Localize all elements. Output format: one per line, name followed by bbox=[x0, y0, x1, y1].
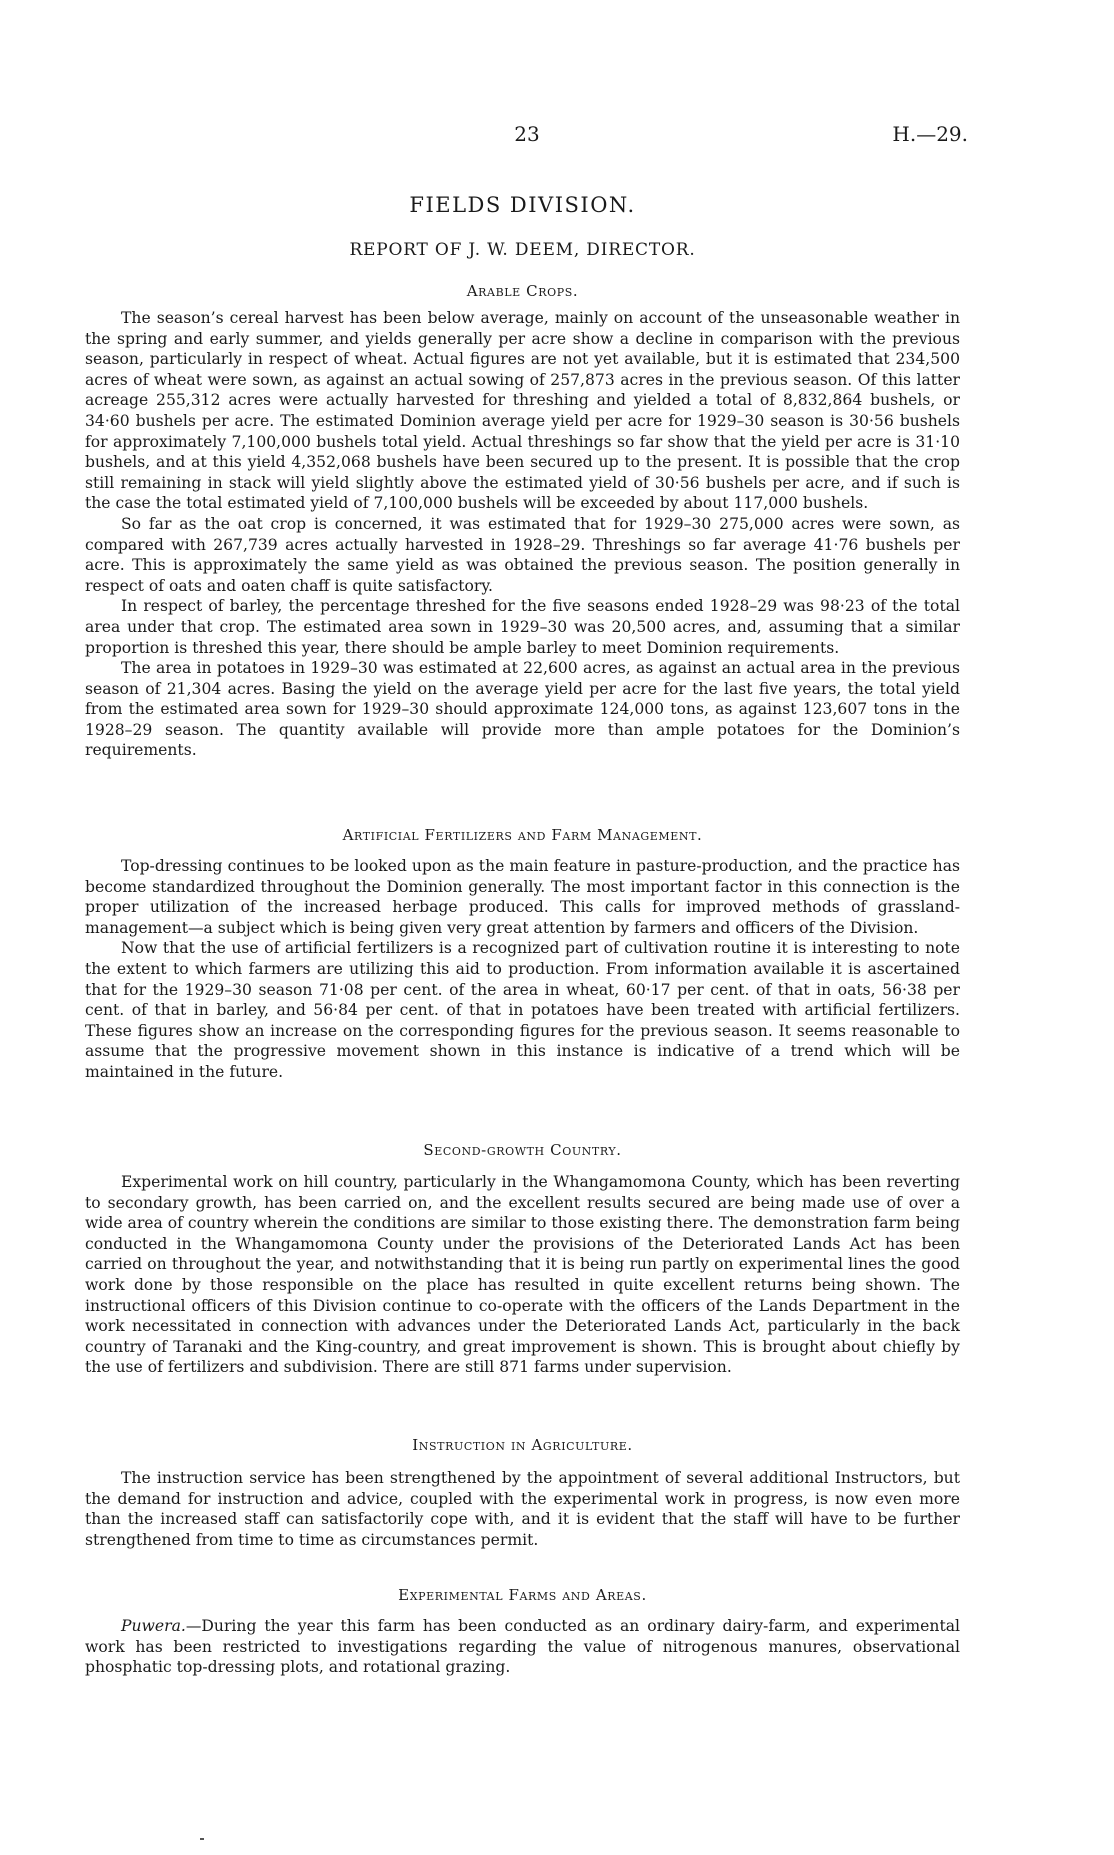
paragraph: The season’s cereal harvest has been below average, mainly on account of the unseasonable weather in the spring and early summer, and yields generally per acre show a decline in comparison with the previous season, particularly in respect of wheat. Actual figures are not yet available, but it is estimated that 234,500 acres of wheat were sown, as against an actual sowing of 257,873 acres in the previous season. Of this latter acreage 255,312 acres were actually harvested for threshing and yielded a total of 8,832,864 bushels, or 34·60 bushels per acre. The estimated Dominion average yield per acre for 1929–30 season is 30·56 bushels for approximately 7,100,000 bushels total yield. Actual threshings so far show that the yield per acre is 31·10 bushels, and at this yield 4,352,068 bushels have been secured up to the present. It is possible that the crop still remaining in stack will yield slightly above the estimated yield of 30·56 bushels per acre, and if such is the case the total estimated yield of 7,100,000 bushels will be exceeded by about 117,000 bushels. bbox=[85, 309, 960, 513]
section-heading-instruction-in-agriculture: Instruction in Agriculture. bbox=[412, 1436, 633, 1454]
section-heading-artificial-fertilizers: Artificial Fertilizers and Farm Management. bbox=[342, 826, 703, 844]
section-heading-experimental-farms: Experimental Farms and Areas. bbox=[398, 1586, 647, 1604]
section-heading-arable-crops: Arable Crops. bbox=[466, 282, 579, 300]
paragraph: In respect of barley, the percentage threshed for the five seasons ended 1928–29 was 98·23 of the total area under that crop. The estimated area sown in 1929–30 was 20,500 acres, and, assuming that a similar proportion is threshed this year, there should be ample barley to meet Dominion requirements. bbox=[85, 597, 960, 657]
section-body-second-growth-country bbox=[85, 1172, 960, 1378]
paragraph bbox=[85, 1616, 960, 1678]
section-body-arable-crops bbox=[85, 308, 960, 761]
paragraph: The area in potatoes in 1929–30 was estimated at 22,600 acres, as against an actual area in the previous season of 21,304 acres. Basing the yield on the average yield per acre for the last five years, the total yield from the estimated area sown for 1929–30 should approximate 124,000 tons, as against 123,607 tons in the 1928–29 season. The quantity available will provide more than ample potatoes for the Dominion’s requirements. bbox=[85, 659, 960, 760]
division-title: FIELDS DIVISION. bbox=[409, 193, 636, 217]
page-mark bbox=[200, 1838, 204, 1840]
document-reference: H.—29. bbox=[892, 122, 968, 146]
page-number: 23 bbox=[514, 122, 540, 146]
report-title: REPORT OF J. W. DEEM, DIRECTOR. bbox=[349, 240, 696, 260]
farm-name-puwera: Puwera. bbox=[121, 1617, 186, 1635]
paragraph: Top-dressing continues to be looked upon as the main feature in pasture-production, and the practice has become standardized throughout the Dominion generally. The most important factor in this connection is the proper utilization of the increased herbage produced. This calls for improved methods of grassland-management—a subject which is being given very great attention by farmers and officers of the Division. bbox=[85, 857, 960, 937]
paragraph: Now that the use of artificial fertilizers is a recognized part of cultivation routine it is interesting to note the extent to which farmers are utilizing this aid to production. From information available it is ascertained that for the 1929–30 season 71·08 per cent. of the area in wheat, 60·17 per cent. of that in oats, 56·38 per cent. of that in barley, and 56·84 per cent. of that in potatoes have been treated with artificial fertilizers. These figures show an increase on the corresponding figures for the previous season. It seems reasonable to assume that the progressive movement shown in this instance is indicative of a trend which will be maintained in the future. bbox=[85, 939, 960, 1081]
section-body-artificial-fertilizers bbox=[85, 856, 960, 1083]
paragraph-text: —During the year this farm has been conducted as an ordinary dairy-farm, and experimental work has been restricted to investigations regarding the value of nitrogenous manures, observational phosphatic top-dressing plots, and rotational grazing. bbox=[85, 1617, 960, 1677]
section-body-experimental-farms bbox=[85, 1616, 960, 1678]
paragraph: Experimental work on hill country, particularly in the Whangamomona County, which has been reverting to secondary growth, has been carried on, and the excellent results secured are being made use of over a wide area of country wherein the conditions are similar to those existing there. The demonstration farm being conducted in the Whangamomona County under the provisions of the Deteriorated Lands Act has been carried on throughout the year, and notwithstanding that it is being run partly on experimental lines the good work done by those responsible on the place has resulted in quite excellent returns being shown. The instructional officers of this Division continue to co-operate with the officers of the Lands Department in the work necessitated in connection with advances under the Deteriorated Lands Act, particularly in the back country of Taranaki and the King-country, and great improvement is shown. This is brought about chiefly by the use of fertilizers and subdivision. There are still 871 farms under supervision. bbox=[85, 1173, 960, 1377]
section-heading-second-growth-country: Second-growth Country. bbox=[423, 1141, 622, 1159]
paragraph: So far as the oat crop is concerned, it was estimated that for 1929–30 275,000 acres were sown, as compared with 267,739 acres actually harvested in 1928–29. Threshings so far average 41·76 bushels per acre. This is approximately the same yield as was obtained the previous season. The position generally in respect of oats and oaten chaff is quite satisfactory. bbox=[85, 514, 960, 595]
section-body-instruction-in-agriculture bbox=[85, 1468, 960, 1550]
paragraph: The instruction service has been strengthened by the appointment of several additional Instructors, but the demand for instruction and advice, coupled with the experimental work in progress, is now even more than the increased staff can satisfactorily cope with, and it is evident that the staff will have to be further strengthened from time to time as circumstances permit. bbox=[85, 1469, 960, 1549]
